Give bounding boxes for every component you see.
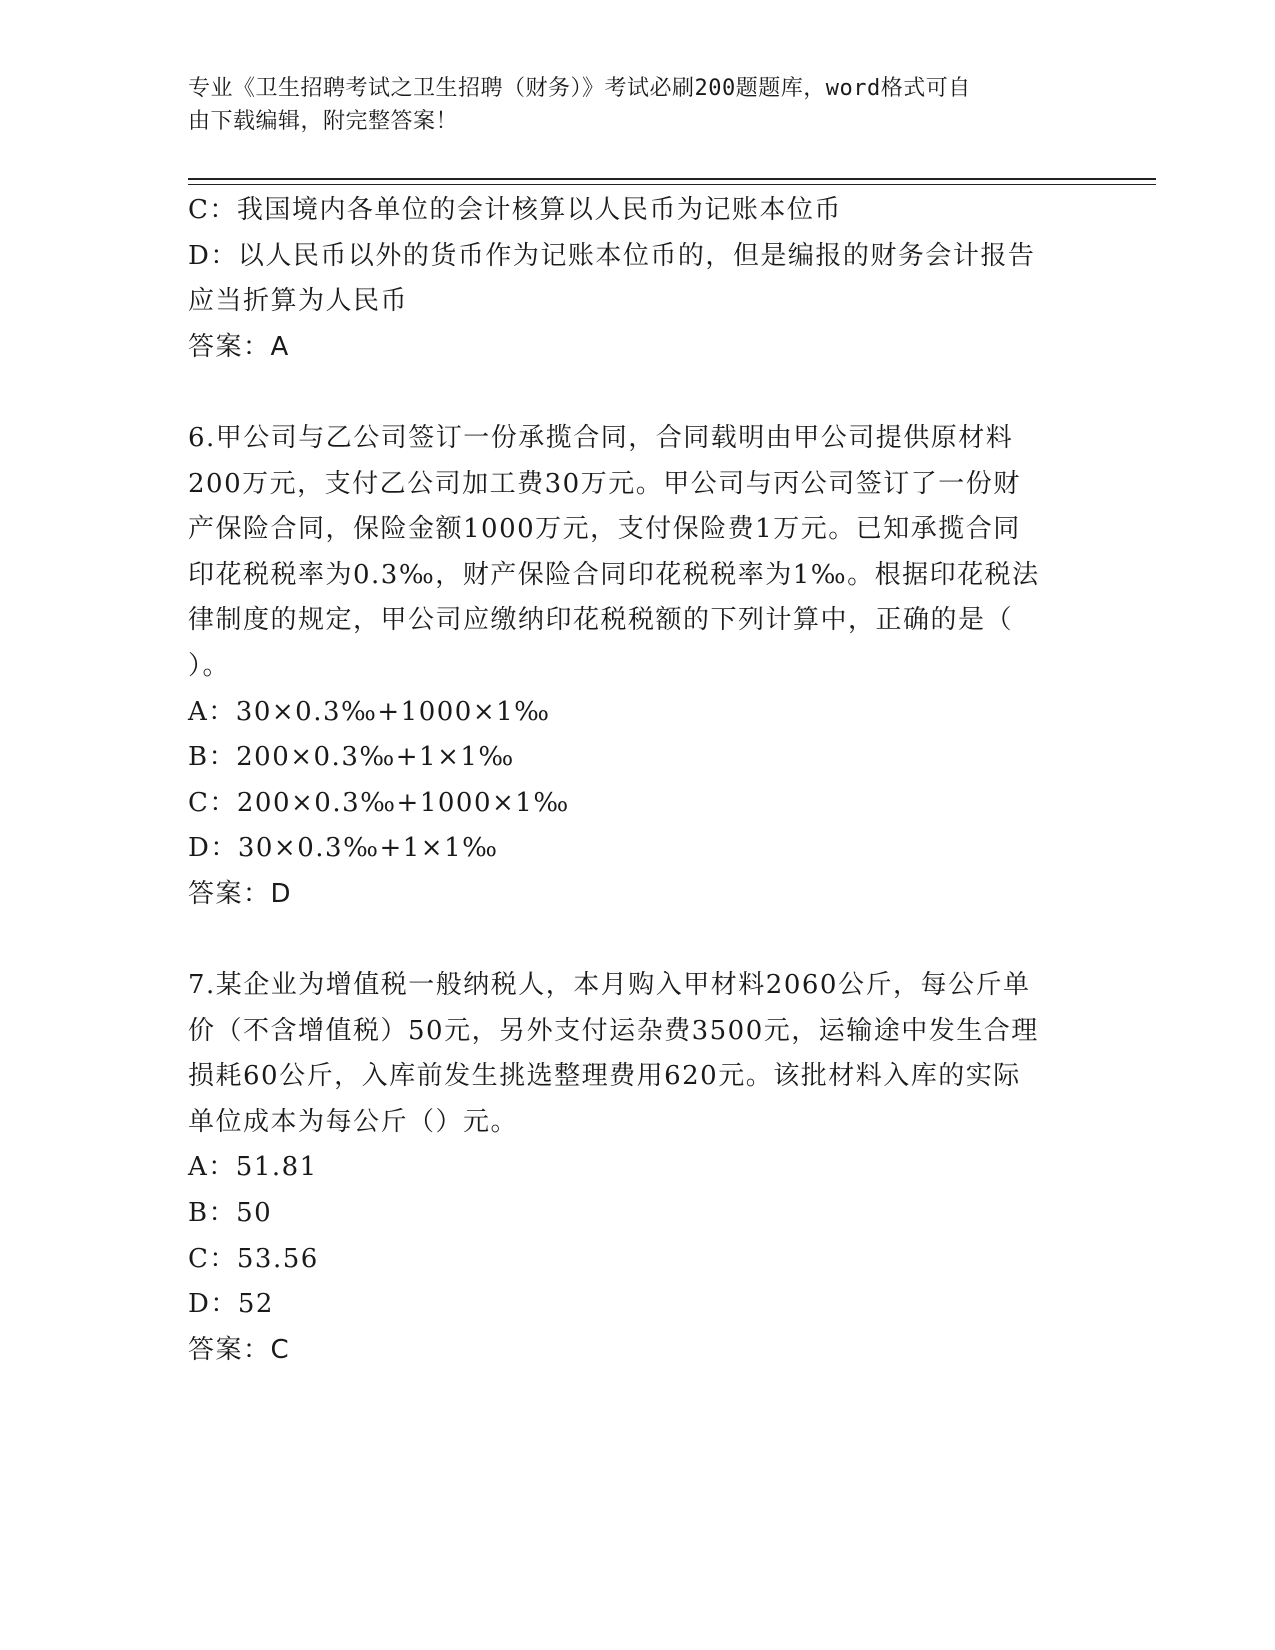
answer-label: 答案：D bbox=[188, 878, 293, 909]
option-d: D：30×0.3‰+1×1‰ bbox=[188, 833, 499, 864]
question-stem-line: 6.甲公司与乙公司签订一份承揽合同，合同载明由甲公司提供原材料 bbox=[188, 422, 1014, 453]
spacer bbox=[188, 918, 1088, 964]
document-header bbox=[188, 72, 1088, 138]
header-title-line-1: 专业《卫生招聘考试之卫生招聘（财务）》考试必刷200题题库，word格式可自 bbox=[188, 76, 971, 101]
question-stem-line: 价（不含增值税）50元，另外支付运杂费3500元，运输途中发生合理 bbox=[188, 1015, 1039, 1046]
question-content bbox=[188, 188, 1088, 1373]
option-b: B：50 bbox=[188, 1198, 273, 1229]
option-c: C：53.56 bbox=[188, 1243, 319, 1274]
question-stem-line: 损耗60公斤，入库前发生挑选整理费用620元。该批材料入库的实际 bbox=[188, 1061, 1021, 1092]
option-b: B：200×0.3‰+1×1‰ bbox=[188, 742, 515, 773]
question-7 bbox=[188, 963, 1088, 1373]
question-stem-line: 律制度的规定，甲公司应缴纳印花税税额的下列计算中，正确的是（ bbox=[188, 605, 1014, 636]
option-d: D：以人民币以外的货币作为记账本位币的，但是编报的财务会计报告 bbox=[188, 240, 1036, 271]
header-divider-thin bbox=[188, 184, 1156, 185]
option-a: A：30×0.3‰+1000×1‰ bbox=[188, 696, 551, 727]
question-stem-line: 产保险合同，保险金额1000万元，支付保险费1万元。已知承揽合同 bbox=[188, 514, 1021, 545]
question-stem-line: 印花税税率为0.3‰，财产保险合同印花税税率为1‰。根据印花税法 bbox=[188, 559, 1040, 590]
question-stem-line: 单位成本为每公斤（）元。 bbox=[188, 1106, 519, 1137]
spacer bbox=[188, 370, 1088, 416]
header-divider-thick bbox=[188, 178, 1156, 180]
answer-label: 答案：C bbox=[188, 1334, 291, 1365]
answer-label: 答案：A bbox=[188, 331, 290, 362]
option-c: C：200×0.3‰+1000×1‰ bbox=[188, 787, 570, 818]
option-d-continued: 应当折算为人民币 bbox=[188, 286, 409, 317]
question-5-tail bbox=[188, 188, 1088, 370]
option-a: A：51.81 bbox=[188, 1152, 318, 1183]
option-c: C：我国境内各单位的会计核算以人民币为记账本位币 bbox=[188, 195, 842, 225]
question-stem-line: ）。 bbox=[188, 650, 231, 681]
option-d: D：52 bbox=[188, 1289, 274, 1320]
question-stem-line: 7.某企业为增值税一般纳税人，本月购入甲材料2060公斤，每公斤单 bbox=[188, 970, 1031, 1001]
question-stem-line: 200万元，支付乙公司加工费30万元。甲公司与丙公司签订了一份财 bbox=[188, 468, 1021, 499]
header-title-line-2: 由下载编辑，附完整答案！ bbox=[188, 109, 459, 134]
question-6 bbox=[188, 416, 1088, 918]
